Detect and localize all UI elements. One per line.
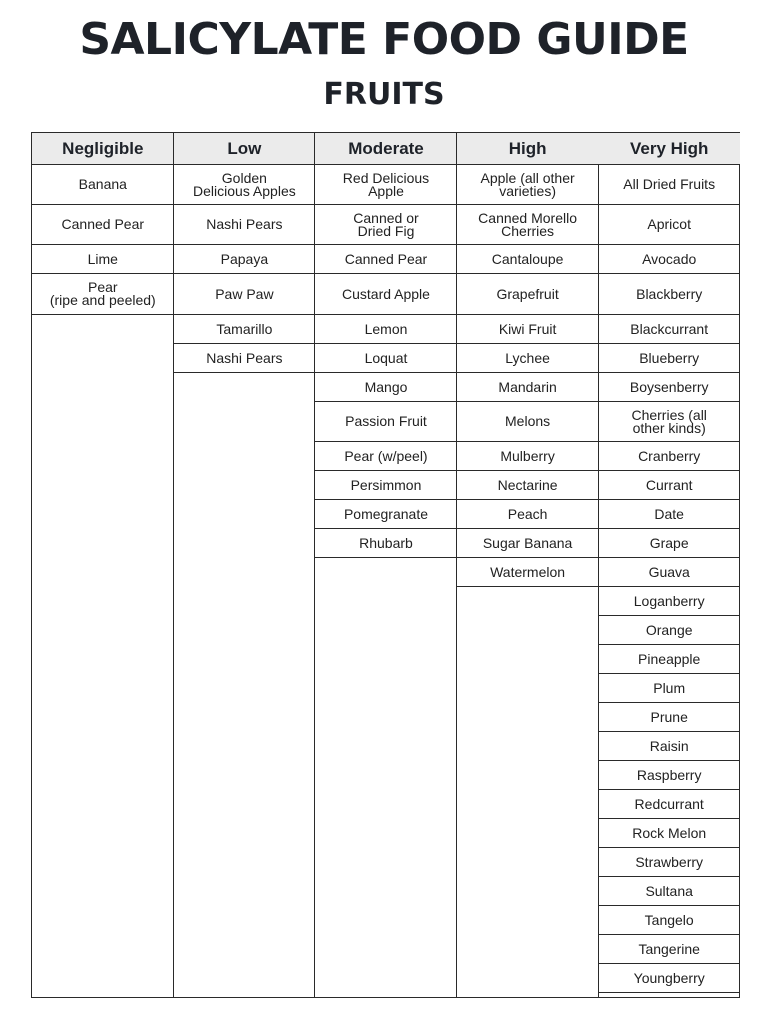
table-cell: Kiwi Fruit xyxy=(457,315,599,344)
table-cell: Redcurrant xyxy=(598,790,740,819)
table-cell: Strawberry xyxy=(598,848,740,877)
table-cell: Mandarin xyxy=(457,373,599,402)
table-cell: Tamarillo xyxy=(174,315,316,344)
table-cell: Blueberry xyxy=(598,344,740,373)
table-cell: Melons xyxy=(457,402,599,442)
table-cell: Lemon xyxy=(315,315,457,344)
page-subtitle: FRUITS xyxy=(323,77,445,112)
table-cell: Rhubarb xyxy=(315,529,457,558)
table-cell: Blackcurrant xyxy=(598,315,740,344)
table-cell: Pomegranate xyxy=(315,500,457,529)
table-cell: Canned Pear xyxy=(32,205,174,245)
table-cell: Blackberry xyxy=(598,274,740,315)
table-cell: Cantaloupe xyxy=(457,245,599,274)
salicylate-table xyxy=(31,132,740,998)
table-cell: Loganberry xyxy=(598,587,740,616)
table-cell: Apricot xyxy=(598,205,740,245)
table-cell: Passion Fruit xyxy=(315,402,457,442)
table-cell: Apple (all other varieties) xyxy=(457,165,599,205)
table-cell: Persimmon xyxy=(315,471,457,500)
table-cell: Youngberry xyxy=(598,964,740,993)
table-cell: Plum xyxy=(598,674,740,703)
table-cell: Mango xyxy=(315,373,457,402)
table-cell: Pear (w/peel) xyxy=(315,442,457,471)
table-cell: Canned or Dried Fig xyxy=(315,205,457,245)
table-cell: Red Delicious Apple xyxy=(315,165,457,205)
column-header: Negligible xyxy=(32,133,174,165)
table-cell: Pear (ripe and peeled) xyxy=(32,274,174,315)
table-cell: Paw Paw xyxy=(174,274,316,315)
table-cell: Boysenberry xyxy=(598,373,740,402)
table-cell: Mulberry xyxy=(457,442,599,471)
table-cell: Lychee xyxy=(457,344,599,373)
table-cell: Grapefruit xyxy=(457,274,599,315)
page-title: SALICYLATE FOOD GUIDE xyxy=(79,14,689,65)
table-cell: Guava xyxy=(598,558,740,587)
table-cell: Cranberry xyxy=(598,442,740,471)
table-cell: Lime xyxy=(32,245,174,274)
table-cell: Grape xyxy=(598,529,740,558)
table-cell: All Dried Fruits xyxy=(598,165,740,205)
table-cell: Raisin xyxy=(598,732,740,761)
table-cell: Avocado xyxy=(598,245,740,274)
table-cell: Cherries (all other kinds) xyxy=(598,402,740,442)
table-cell: Nashi Pears xyxy=(174,344,316,373)
table-cell: Date xyxy=(598,500,740,529)
table-cell: Raspberry xyxy=(598,761,740,790)
table-cell: Custard Apple xyxy=(315,274,457,315)
table-cell: Loquat xyxy=(315,344,457,373)
table-cell: Canned Morello Cherries xyxy=(457,205,599,245)
table-cell: Sugar Banana xyxy=(457,529,599,558)
table-cell: Tangelo xyxy=(598,906,740,935)
table-cell: Watermelon xyxy=(457,558,599,587)
table-cell: Sultana xyxy=(598,877,740,906)
table-cell: Papaya xyxy=(174,245,316,274)
column-header: Low xyxy=(174,133,316,165)
column-header: Very High xyxy=(598,133,740,165)
table-cell: Currant xyxy=(598,471,740,500)
table-cell: Prune xyxy=(598,703,740,732)
table-cell: Orange xyxy=(598,616,740,645)
table-cell: Banana xyxy=(32,165,174,205)
column-header: Moderate xyxy=(315,133,457,165)
table-cell: Peach xyxy=(457,500,599,529)
table-cell: Pineapple xyxy=(598,645,740,674)
table-cell: Nectarine xyxy=(457,471,599,500)
table-cell: Canned Pear xyxy=(315,245,457,274)
column-header: High xyxy=(457,133,599,165)
table-cell: Tangerine xyxy=(598,935,740,964)
table-cell: Rock Melon xyxy=(598,819,740,848)
table-cell: Golden Delicious Apples xyxy=(174,165,316,205)
table-cell: Nashi Pears xyxy=(174,205,316,245)
